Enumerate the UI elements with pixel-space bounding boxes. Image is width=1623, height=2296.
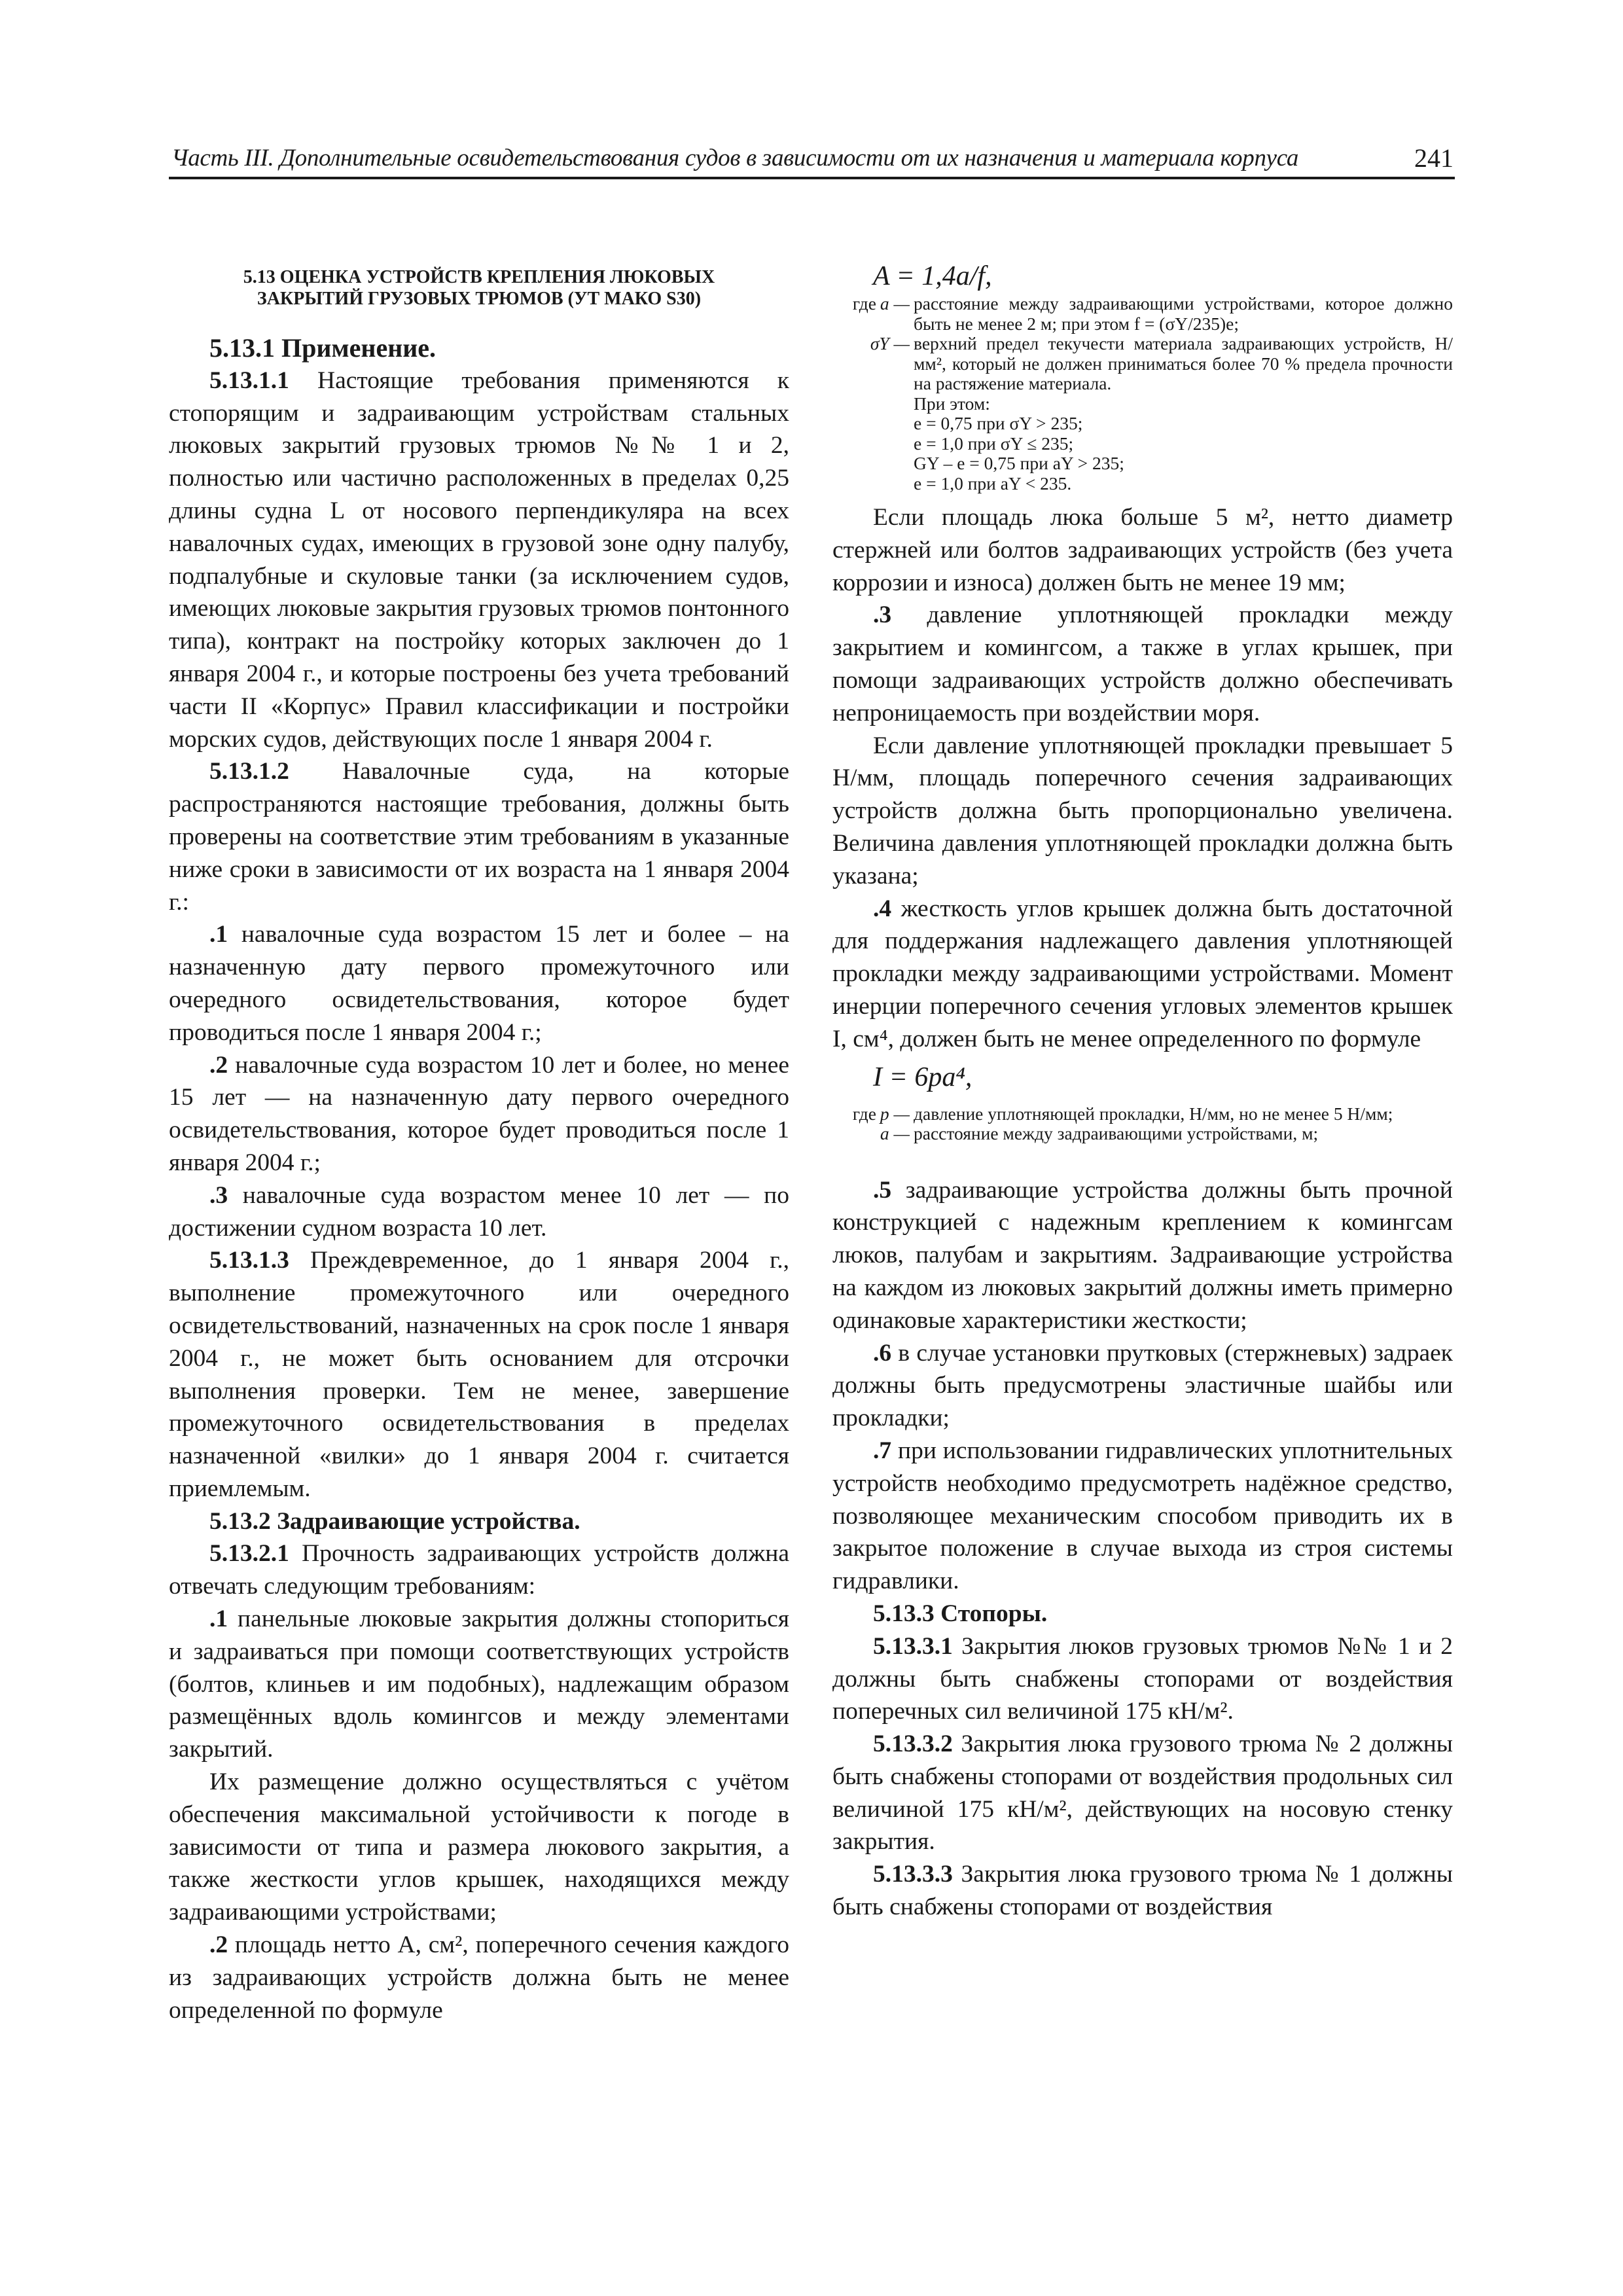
left-column [169, 259, 789, 2026]
where-label: где [852, 1103, 876, 1124]
list-item-solid-construction [832, 1174, 1453, 1337]
list-item-hydraulic [832, 1435, 1453, 1598]
section-title [169, 266, 789, 310]
section-title-line-1: 5.13 ОЦЕНКА УСТРОЙСТВ КРЕПЛЕНИЯ ЛЮКОВЫХ [243, 267, 715, 287]
running-header-title: Часть III. Дополнительные освидетельствования судов в зависимости от их назначения и материала корпуса [171, 145, 1299, 171]
definition-text: расстояние между задраивающими устройствами, которое должно быть не менее 2 м; при этом f = (σY/235)e; [914, 293, 1453, 334]
item-number: .2 [209, 1931, 228, 1959]
definition-condition: e = 1,0 при σY ≤ 235; [914, 433, 1074, 454]
page-number: 241 [1414, 143, 1454, 173]
definition-a [832, 294, 1453, 334]
clause-number: 5.13.2.1 [209, 1540, 289, 1568]
definition-condition: При этом: [914, 393, 990, 414]
item-text: навалочные суда возрастом 15 лет и более – на назначенную дату первого промежуточного или очередного освидетельствования, которое будет проводиться после 1 января 2004 г.; [169, 921, 789, 1046]
item-text: задраивающие устройства должны быть прочной конструкцией с надежным креплением к комингсам люков, палубам и закрытиям. Задраивающие устройства на каждом из люковых закрытий должны иметь примерно одинаковые характеристики жесткости; [832, 1176, 1453, 1334]
paragraph-5-13-3-3 [832, 1858, 1453, 1924]
running-header [169, 141, 1455, 179]
paragraph-5-13-3-2 [832, 1728, 1453, 1858]
item-number: .3 [873, 601, 892, 629]
symbol-sigma: σY — [870, 333, 910, 353]
clause-number: 5.13.3.3 [873, 1861, 953, 1888]
symbol-a: a — [880, 293, 910, 314]
paragraph-placement: Их размещение должно осуществляться с учётом обеспечения максимальной устойчивости к погоде в зависимости от типа и размера люкового закрытия, а также жесткости углов крышек, находящихся между задраивающими устройствами; [169, 1768, 789, 1926]
definition-text: верхний предел текучести материала задраивающих устройств, Н/мм², который не должен приниматься более 70 % предела прочности на растяжение материала. [914, 333, 1453, 393]
item-text: площадь нетто A, см², поперечного сечения каждого из задраивающих устройств должна быть не менее определенной по формуле [169, 1931, 789, 2024]
item-text: при использовании гидравлических уплотнительных устройств необходимо предусмотреть надёжное средство, позволяющее механическим способом приводить их в закрытое положение в случае выхода из строя системы гидравлики. [832, 1437, 1453, 1595]
clause-number: 5.13.1.3 [209, 1247, 289, 1274]
list-item-gasket-pressure [832, 599, 1453, 729]
item-number: .3 [209, 1181, 228, 1209]
paragraph-5-13-1-2 [169, 755, 789, 918]
subsection-heading-securing-devices: 5.13.2 Задраивающие устройства. [209, 1507, 580, 1535]
definition-p [832, 1104, 1453, 1124]
paragraph-text: Настоящие требования применяются к стопорящим и задраивающим устройствам стальных люковых закрытий грузовых трюмов №№ 1 и 2, полностью или частично расположенных в пределах 0,25 длины судна L от носового перпендикуляра на всех навалочных судах, имеющих в грузовой зоне одну палубу, подпалубные и скуловые танки (за исключением судов, имеющих люковые закрытия грузовых трюмов понтонного типа), контракт на постройку которых заключен до 1 января 2004 г., и которые построены без учета требований части II «Корпус» Правил классификации и постройки морских судов, действующих после 1 января 2004 г. [169, 367, 789, 753]
item-number: .7 [873, 1437, 892, 1464]
right-column [832, 259, 1453, 1924]
symbol-p: p — [880, 1103, 910, 1124]
list-item-age-15 [169, 918, 789, 1049]
item-text: давление уплотняющей прокладки между закрытием и комингсом, а также в углах крышек, при помощи задраивающих устройств должно обеспечивать непроницаемость при воздействии моря. [832, 601, 1453, 726]
symbol-a: a — [880, 1123, 910, 1144]
clause-number: 5.13.1.1 [209, 367, 289, 394]
clause-number: 5.13.3.2 [873, 1731, 953, 1758]
paragraph-hatch-area: Если площадь люка больше 5 м², нетто диаметр стержней или болтов задраивающих устройств (без учета коррозии и износа) должен быть не менее 19 мм; [832, 504, 1453, 596]
formula-definitions-2 [832, 1104, 1453, 1144]
paragraph-text: Закрытия люка грузового трюма № 2 должны быть снабжены стопорами от воздействия продольных сил величиной 175 кН/м², действующих на носовую стенку закрытия. [832, 1731, 1453, 1856]
paragraph-5-13-3-1 [832, 1630, 1453, 1728]
item-number: .6 [873, 1339, 892, 1367]
definition-text: расстояние между задраивающими устройствами, м; [914, 1123, 1319, 1144]
item-number: .4 [873, 895, 892, 922]
list-item-age-10 [169, 1049, 789, 1179]
list-item-net-area [169, 1929, 789, 2026]
formula-definitions [832, 294, 1453, 493]
item-number: .1 [209, 1605, 228, 1633]
paragraph-text: Прочность задраивающих устройств должна отвечать следующим требованиям: [169, 1540, 789, 1600]
formula-inertia: I = 6pa⁴, [873, 1062, 972, 1092]
definition-sigma [832, 334, 1453, 394]
item-text: навалочные суда возрастом менее 10 лет — по достижении судном возраста 10 лет. [169, 1181, 789, 1242]
definition-text: давление уплотняющей прокладки, Н/мм, но не менее 5 Н/мм; [914, 1103, 1393, 1124]
list-item-rod-cleats [832, 1337, 1453, 1435]
item-number: .5 [873, 1176, 892, 1204]
definition-condition: GY – e = 0,75 при aY > 235; [914, 453, 1124, 473]
paragraph-5-13-1-1 [169, 365, 789, 756]
list-item-panel-covers [169, 1603, 789, 1766]
subsection-heading-application: 5.13.1 Применение. [209, 333, 437, 363]
list-item-age-under-10 [169, 1179, 789, 1245]
clause-number: 5.13.3.1 [873, 1632, 953, 1660]
paragraph-text: Преждевременное, до 1 января 2004 г., выполнение промежуточного или очередного освидетельствований, назначенных на срок после 1 января 2004 г., не может быть основанием для отсрочки выполнения проверки. Тем не менее, завершение промежуточного освидетельствования в пределах назначенной «вилки» до 1 января 2004 г. считается приемлемым. [169, 1247, 789, 1502]
formula-area: A = 1,4a/f, [873, 261, 992, 291]
paragraph-pressure-excess: Если давление уплотняющей прокладки превышает 5 Н/мм, площадь поперечного сечения задраивающих устройств должна быть пропорционально увеличена. Величина давления уплотняющей прокладки должна быть указана; [832, 732, 1453, 889]
definition-condition: e = 0,75 при σY > 235; [914, 413, 1083, 433]
definition-a-2 [832, 1124, 1453, 1144]
item-number: .1 [209, 921, 228, 948]
paragraph-text: Закрытия люков грузовых трюмов №№ 1 и 2 должны быть снабжены стопорами от воздействия поперечных сил величиной 175 кН/м². [832, 1632, 1453, 1725]
clause-number: 5.13.1.2 [209, 758, 289, 785]
item-text: жесткость углов крышек должна быть достаточной для поддержания надлежащего давления уплотняющей прокладки между задраивающими устройствами. Момент инерции поперечного сечения угловых элементов крышек I, см⁴, должен быть не менее определенного по формуле [832, 895, 1453, 1052]
paragraph-5-13-1-3 [169, 1244, 789, 1505]
item-text: панельные люковые закрытия должны стопориться и задраиваться при помощи соответствующих устройств (болтов, клиньев и им подобных), надлежащим образом размещённых вдоль комингсов и между элементами закрытий. [169, 1605, 789, 1763]
paragraph-text: Навалочные суда, на которые распространяются настоящие требования, должны быть проверены на соответствие этим требованиям в указанные ниже сроки в зависимости от их возраста на 1 января 2004 г.: [169, 758, 789, 916]
subsection-heading-stoppers: 5.13.3 Стопоры. [873, 1600, 1048, 1627]
where-label: где [852, 293, 876, 314]
definition-condition: e = 1,0 при aY < 235. [914, 473, 1072, 493]
section-title-line-2: ЗАКРЫТИЙ ГРУЗОВЫХ ТРЮМОВ (УТ МАКО S30) [257, 289, 702, 309]
list-item-corner-stiffness [832, 893, 1453, 1056]
item-text: навалочные суда возрастом 10 лет и более, но менее 15 лет — на назначенную дату первого очередного освидетельствования, которое будет проводиться после 1 января 2004 г.; [169, 1051, 789, 1176]
paragraph-text: Закрытия люка грузового трюма № 1 должны быть снабжены стопорами от воздействия [832, 1861, 1453, 1921]
paragraph-5-13-2-1 [169, 1537, 789, 1603]
item-number: .2 [209, 1051, 228, 1079]
item-text: в случае установки прутковых (стержневых) задраек должны быть предусмотрены эластичные шайбы или прокладки; [832, 1339, 1453, 1432]
